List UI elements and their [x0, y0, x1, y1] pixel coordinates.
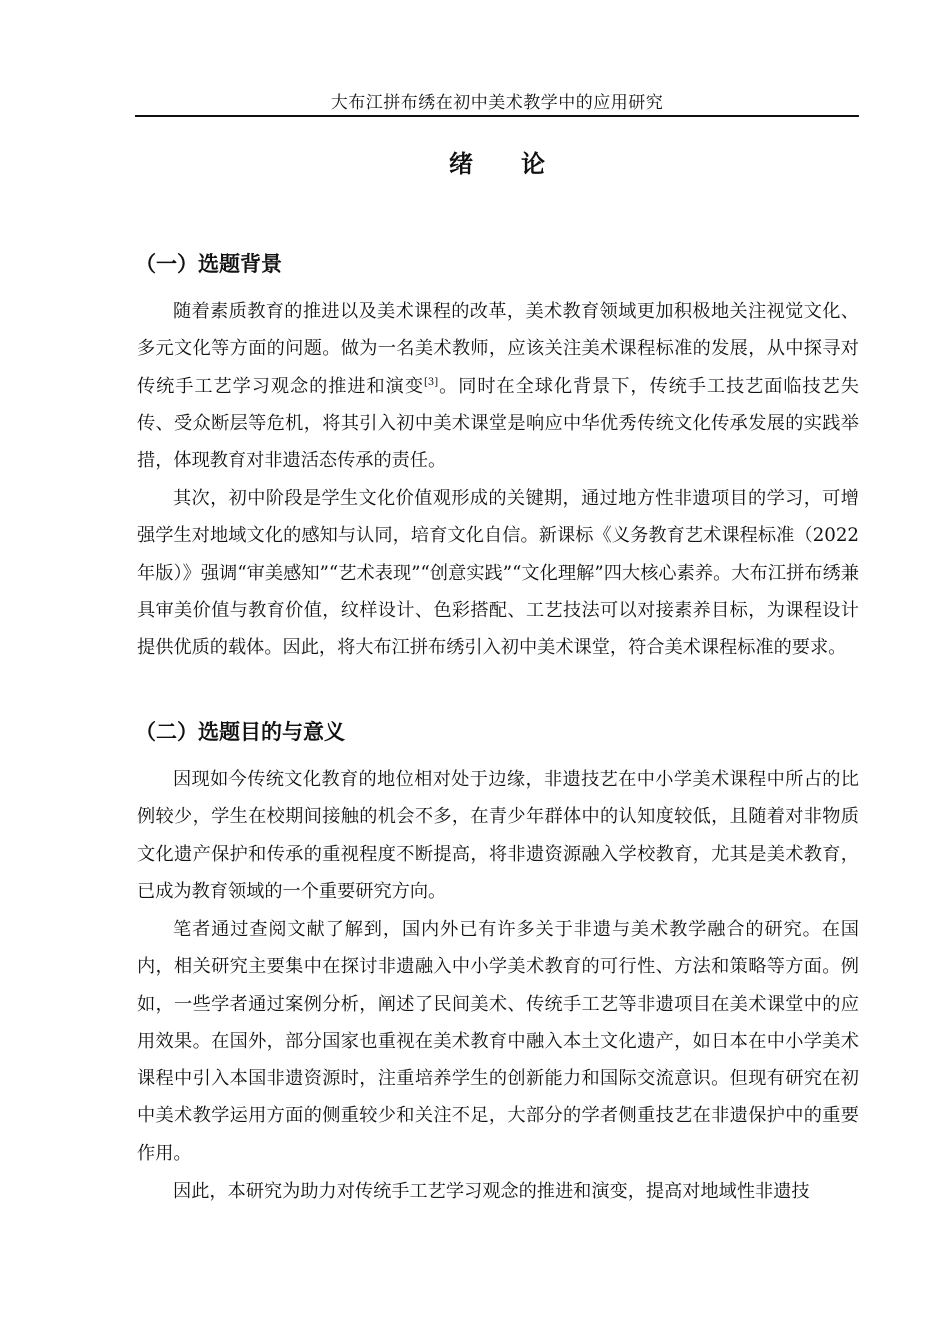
paragraph: 因现如今传统文化教育的地位相对处于边缘，非遗技艺在中小学美术课程中所占的比例较少，学生在校期间接触的机会不多，在青少年群体中的认知度较低，且随着对非物质文化遗产保护和传承的重视程度不断提高，将非遗资源融入学校教育，尤其是美术教育，已成为教育领域的一个重要研究方向。: [137, 769, 859, 902]
paragraph-text: 。同时在全球化背景下，传统手工技艺面临技艺失传、受众断层等危机，将其引入初中美术课堂是响应中华优秀传统文化传承发展的实践举措，体现教育对非遗活态传承的责任。: [137, 375, 859, 472]
citation-ref: [3]: [423, 376, 439, 388]
section-heading-purpose: （二）选题目的与意义: [135, 720, 345, 744]
running-header: 大布江拼布绣在初中美术教学中的应用研究: [330, 93, 664, 113]
paragraph: 因此，本研究为助力对传统手工艺学习观念的推进和演变，提高对地域性非遗技: [173, 1181, 810, 1202]
chapter-title: [135, 146, 859, 182]
section-heading-background: （一）选题背景: [135, 252, 282, 276]
paragraph: 其次，初中阶段是学生文化价值观形成的关键期，通过地方性非遗项目的学习，可增强学生对地域文化的感知与认同，培育文化自信。新课标《义务教育艺术课程标准（2022年版）》强调“审美感知”“艺术表现”“创意实践”“文化理解”四大核心素养。大布江拼布绣兼具审美价值与教育价值，纹样设计、色彩搭配、工艺技法可以对接素养目标，为课程设计提供优质的载体。因此，将大布江拼布绣引入初中美术课堂，符合美术课程标准的要求。: [137, 488, 859, 659]
paragraph: 笔者通过查阅文献了解到，国内外已有许多关于非遗与美术教学融合的研究。在国内，相关研究主要集中在探讨非遗融入中小学美术教育的可行性、方法和策略等方面。例如，一些学者通过案例分析，阐述了民间美术、传统手工艺等非遗项目在美术课堂中的应用效果。在国外，部分国家也重视在美术教育中融入本土文化遗产，如日本在中小学美术课程中引入本国非遗资源时，注重培养学生的创新能力和国际交流意识。但现有研究在初中美术教学运用方面的侧重较少和关注不足，大部分的学者侧重技艺在非遗保护中的重要作用。: [137, 919, 859, 1164]
paragraph: [137, 293, 859, 479]
paragraph-text: 随着素质教育的推进以及美术课程的改革，美术教育领域更加积极地关注视觉文化、多元文化等方面的问题。做为一名美术教师，应该关注美术课程标准的发展，从中探寻对传统手工艺学习观念的推进和演变: [137, 301, 859, 397]
header-rule: [135, 115, 859, 117]
chapter-title-part1: 绪: [449, 150, 473, 178]
chapter-title-part2: 论: [521, 150, 545, 178]
